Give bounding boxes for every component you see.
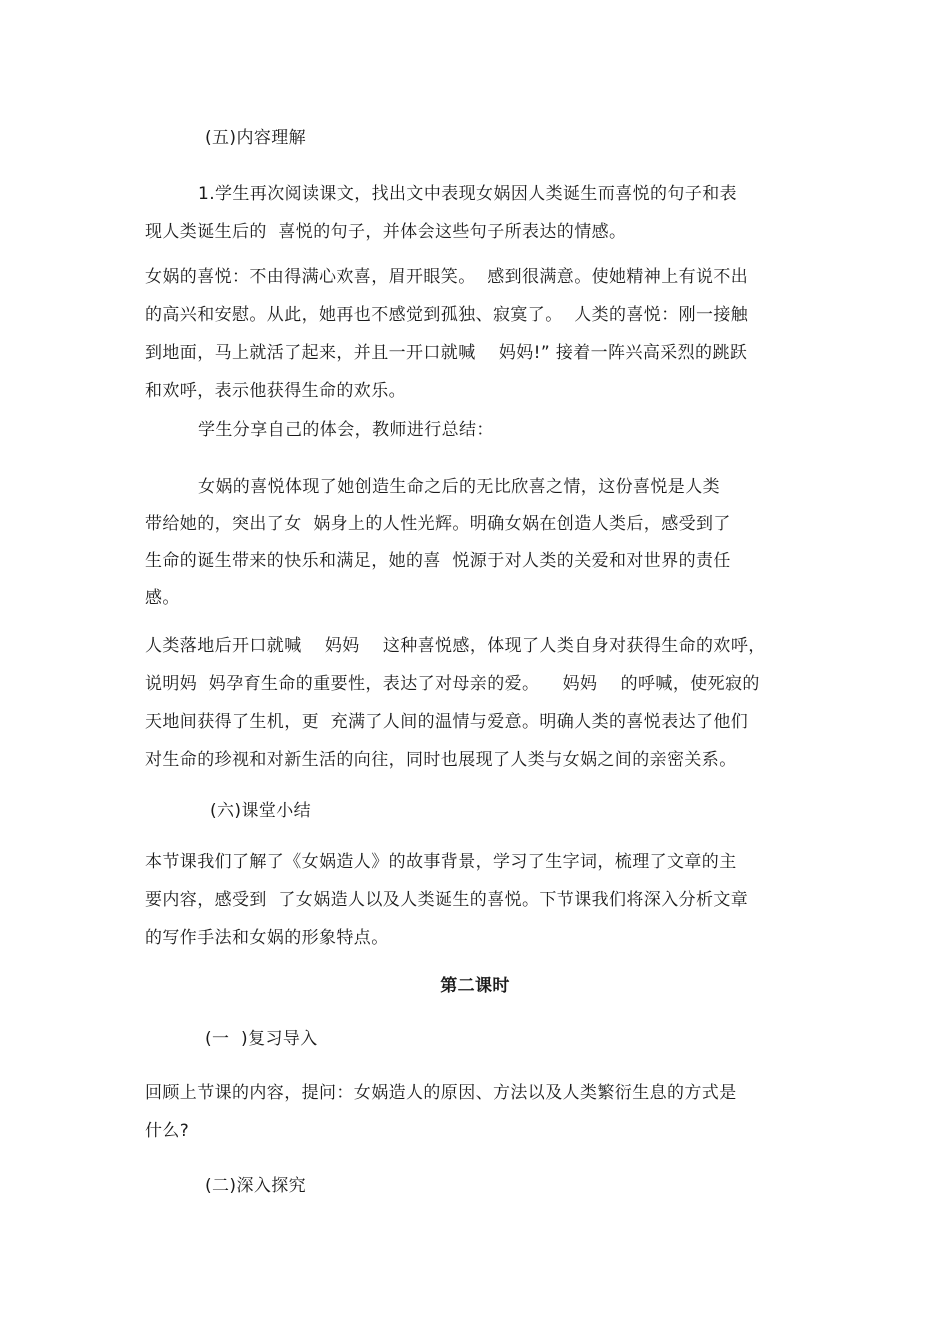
section-heading-review-intro: (一 )复习导入: [205, 1029, 318, 1049]
section-heading-deep-inquiry: (二)深入探究: [205, 1176, 307, 1196]
paragraph-line: 带给她的，突出了女 娲身上的人性光辉。明确女娲在创造人类后，感受到了: [145, 514, 731, 534]
paragraph-line: 的写作手法和女娲的形象特点。: [145, 928, 389, 948]
paragraph-line: 本节课我们了解了《女娲造人》的故事背景，学习了生字词，梳理了文章的主: [145, 852, 737, 872]
paragraph-line: 女娲的喜悦：不由得满心欢喜，眉开眼笑。 感到很满意。使她精神上有说不出: [145, 267, 749, 287]
paragraph-line: 学生分享自己的体会，教师进行总结：: [198, 420, 494, 440]
paragraph-line: 的高兴和安慰。从此，她再也不感觉到孤独、寂寞了。 人类的喜悦：刚一接触: [145, 305, 749, 325]
paragraph-line: 1.学生再次阅读课文，找出文中表现女娲因人类诞生而喜悦的句子和表: [198, 184, 738, 204]
paragraph-line: 到地面，马上就活了起来，并且一开口就喊 妈妈!” 接着一阵兴高采烈的跳跃: [145, 343, 748, 363]
paragraph-line: 和欢呼，表示他获得生命的欢乐。: [145, 381, 406, 401]
section-heading-content-understanding: (五)内容理解: [205, 128, 307, 148]
paragraph-line: 感。: [145, 588, 180, 608]
paragraph-line: 女娲的喜悦体现了她创造生命之后的无比欣喜之情，这份喜悦是人类: [198, 477, 720, 497]
paragraph-line: 天地间获得了生机，更 充满了人间的温情与爱意。明确人类的喜悦表达了他们: [145, 712, 749, 732]
paragraph-line: 说明妈 妈孕育生命的重要性，表达了对母亲的爱。 妈妈 的呼喊，使死寂的: [145, 674, 760, 694]
paragraph-line: 对生命的珍视和对新生活的向往，同时也展现了人类与女娲之间的亲密关系。: [145, 750, 737, 770]
paragraph-line: 要内容，感受到 了女娲造人以及人类诞生的喜悦。下节课我们将深入分析文章: [145, 890, 749, 910]
lesson-title: 第二课时: [440, 976, 510, 996]
section-heading-class-summary: (六)课堂小结: [210, 801, 312, 821]
paragraph-line: 现人类诞生后的 喜悦的句子，并体会这些句子所表达的情感。: [145, 222, 627, 242]
paragraph-line: 回顾上节课的内容，提问：女娲造人的原因、方法以及人类繁衍生息的方式是: [145, 1083, 737, 1103]
paragraph-line: 人类落地后开口就喊 妈妈 这种喜悦感，体现了人类自身对获得生命的欢呼，: [145, 636, 766, 656]
paragraph-line: 生命的诞生带来的快乐和满足，她的喜 悦源于对人类的关爱和对世界的责任: [145, 551, 731, 571]
paragraph-line: 什么?: [145, 1121, 190, 1141]
